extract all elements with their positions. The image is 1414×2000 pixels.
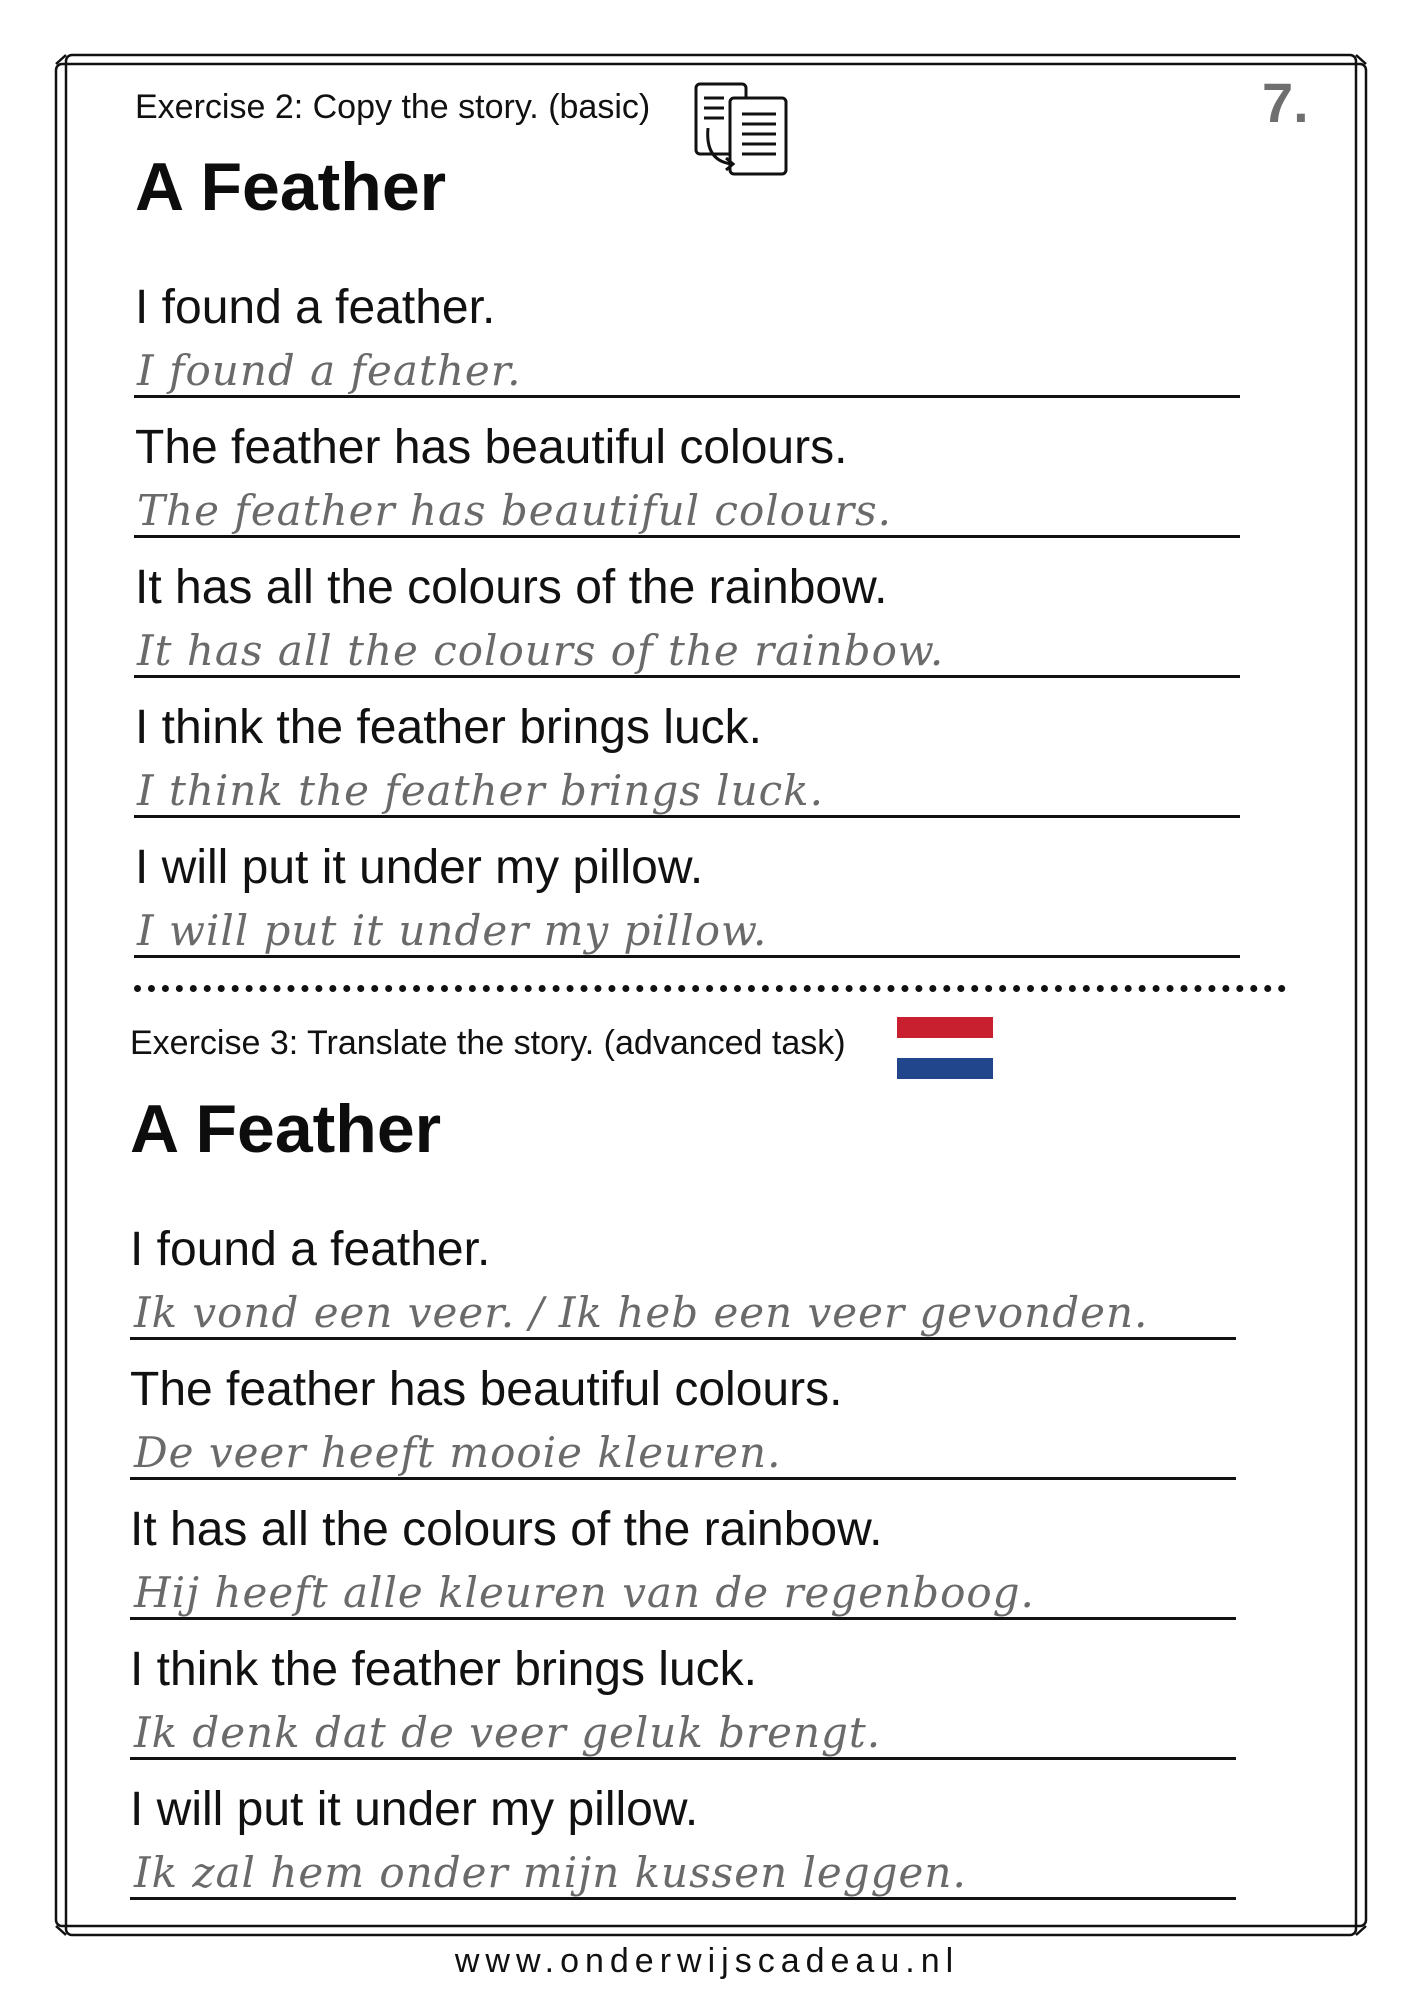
copy-sentence-1: I found a feather. (135, 281, 496, 334)
translate-answer-2[interactable]: De veer heeft mooie kleuren. (134, 1428, 782, 1477)
flag-stripe-red (897, 1017, 993, 1038)
translate-sentence-3: It has all the colours of the rainbow. (130, 1503, 883, 1556)
translate-sentence-5: I will put it under my pillow. (130, 1783, 699, 1836)
copy-sentence-2: The feather has beautiful colours. (135, 421, 848, 474)
translate-sentence-1: I found a feather. (130, 1223, 491, 1276)
copy-sentence-3: It has all the colours of the rainbow. (135, 561, 888, 614)
copy-sentence-5: I will put it under my pillow. (135, 841, 704, 894)
copy-answer-3[interactable]: It has all the colours of the rainbow. (137, 626, 945, 675)
translate-sentence-4: I think the feather brings luck. (130, 1643, 757, 1696)
flag-stripe-white (897, 1038, 993, 1059)
writing-line (134, 955, 1240, 958)
dutch-flag-icon (897, 1017, 993, 1079)
translate-sentence-2: The feather has beautiful colours. (130, 1363, 843, 1416)
exercise-2-label: Exercise 2: Copy the story. (basic) (135, 88, 651, 126)
exercise-3-title: A Feather (130, 1091, 442, 1167)
writing-line (130, 1617, 1236, 1620)
translate-answer-4[interactable]: Ik denk dat de veer geluk brengt. (134, 1708, 882, 1757)
writing-line (134, 395, 1240, 398)
copy-answer-1[interactable]: I found a feather. (137, 346, 522, 395)
copy-answer-5[interactable]: I will put it under my pillow. (137, 906, 768, 955)
flag-stripe-blue (897, 1058, 993, 1079)
writing-line (130, 1897, 1236, 1900)
translate-answer-5[interactable]: Ik zal hem onder mijn kussen leggen. (134, 1848, 967, 1897)
copy-sentence-4: I think the feather brings luck. (135, 701, 762, 754)
exercise-2-title: A Feather (135, 149, 447, 225)
writing-line (134, 815, 1240, 818)
page-number: 7. (1262, 71, 1309, 134)
translate-answer-3[interactable]: Hij heeft alle kleuren van de regenboog. (134, 1568, 1035, 1617)
footer-website: www.onderwijscadeau.nl (454, 1942, 960, 1980)
writing-line (130, 1477, 1236, 1480)
copy-answer-4[interactable]: I think the feather brings luck. (137, 766, 824, 815)
writing-line (130, 1337, 1236, 1340)
translate-answer-1[interactable]: Ik vond een veer. / Ik heb een veer gevonden. (134, 1288, 1149, 1337)
section-divider (134, 985, 1286, 992)
writing-line (134, 675, 1240, 678)
copy-answer-2[interactable]: The feather has beautiful colours. (137, 486, 892, 535)
copy-documents-icon (692, 80, 792, 178)
writing-line (134, 535, 1240, 538)
writing-line (130, 1757, 1236, 1760)
exercise-3-label: Exercise 3: Translate the story. (advanced task) (130, 1024, 846, 1062)
